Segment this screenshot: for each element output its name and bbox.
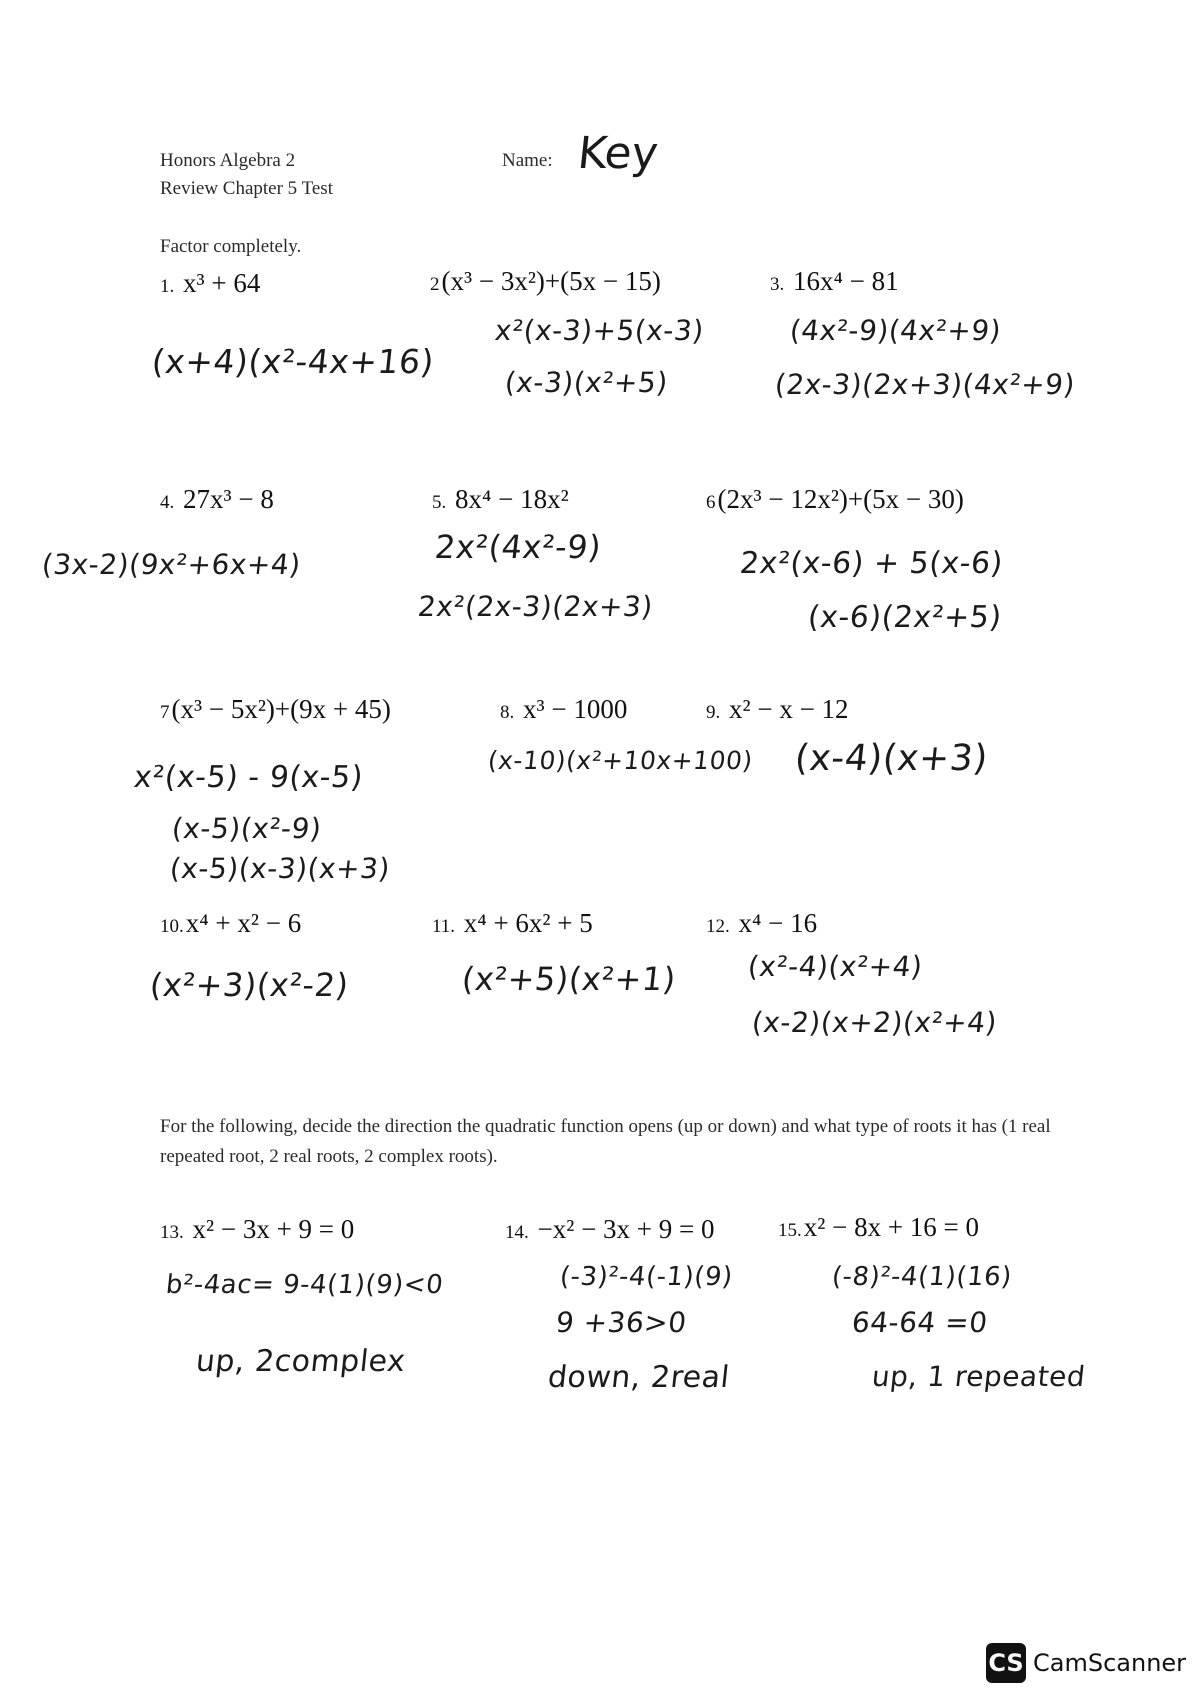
problem-15 [778,1212,979,1243]
problem-expression: x⁴ + x² − 6 [185,908,302,938]
problem-12 [706,908,817,939]
problem-5-work-1: 2x²(4x²-9) [433,528,604,566]
problem-11 [432,908,593,939]
problem-2-work-1: x²(x-3)+5(x-3) [493,314,706,347]
problem-12-answer: (x-2)(x+2)(x²+4) [750,1006,999,1039]
problem-3 [770,266,899,297]
problem-7-answer: (x-5)(x-3)(x+3) [168,852,392,885]
problem-4 [160,484,274,515]
problem-3-answer: (2x-3)(2x+3)(4x²+9) [773,368,1077,401]
problem-number: 13. [160,1222,184,1243]
problem-expression: 16x⁴ − 81 [793,266,899,296]
course-title: Honors Algebra 2 [160,150,296,171]
problem-10 [160,908,301,939]
problem-number: 2 [430,274,440,295]
problem-number: 1. [160,276,175,297]
problem-11-answer: (x²+5)(x²+1) [460,960,678,998]
problem-7 [160,694,391,725]
problem-15-answer: up, 1 repeated [870,1360,1088,1393]
problem-expression: x² − 3x + 9 = 0 [192,1214,355,1244]
problem-number: 5. [432,492,447,513]
camscanner-watermark [986,1643,1186,1683]
problem-expression: −x² − 3x + 9 = 0 [537,1214,715,1244]
problem-5 [432,484,569,515]
instructions: Factor completely. [160,236,302,257]
problem-9-answer: (x-4)(x+3) [792,738,990,779]
problem-1-answer: (x+4)(x²-4x+16) [149,342,437,381]
problem-number: 15. [778,1220,802,1241]
problem-6-work-1: 2x²(x-6) + 5(x-6) [738,546,1005,581]
problem-expression: x² − 8x + 16 = 0 [803,1212,980,1242]
problem-number: 4. [160,492,175,513]
problem-7-work-2: (x-5)(x²-9) [170,812,324,845]
problem-expression: x⁴ − 16 [738,908,818,938]
problem-expression: x² − x − 12 [729,694,849,724]
problem-expression: (x³ − 3x²)+(5x − 15) [441,266,661,296]
name-value: Key [575,128,661,179]
problem-6 [706,484,964,515]
problem-14-answer: down, 2real [546,1360,732,1395]
test-subtitle: Review Chapter 5 Test [160,178,333,199]
problem-3-work-1: (4x²-9)(4x²+9) [788,314,1003,347]
problem-14-work-2: 9 +36>0 [554,1306,689,1339]
problem-expression: 27x³ − 8 [183,484,274,514]
problem-expression: (x³ − 5x²)+(9x + 45) [171,694,391,724]
problem-number: 10. [160,916,184,937]
camscanner-logo-icon: CS [986,1643,1026,1683]
problem-14-work-1: (-3)²-4(-1)(9) [558,1262,735,1292]
problem-13-work: b²-4ac= 9-4(1)(9)<0 [164,1270,445,1300]
problem-expression: x³ − 1000 [523,694,628,724]
problem-2-answer: (x-3)(x²+5) [503,366,670,399]
problem-expression: x³ + 64 [183,268,261,298]
problem-12-work-1: (x²-4)(x²+4) [746,950,925,983]
camscanner-text: CamScanner [1033,1649,1187,1677]
problem-expression: x⁴ + 6x² + 5 [463,908,593,938]
problem-15-work-2: 64-64 =0 [850,1306,990,1339]
problem-7-work-1: x²(x-5) - 9(x-5) [132,760,365,795]
problem-14 [505,1214,715,1245]
problem-4-answer: (3x-2)(9x²+6x+4) [40,548,303,581]
problem-number: 11. [432,916,456,937]
problem-expression: 8x⁴ − 18x² [455,484,569,514]
problem-1 [160,268,260,299]
problem-15-work-1: (-8)²-4(1)(16) [830,1262,1014,1292]
problem-8-answer: (x-10)(x²+10x+100) [486,746,755,775]
problem-2 [430,266,661,297]
problem-13 [160,1214,354,1245]
problem-number: 12. [706,916,730,937]
problem-number: 9. [706,702,721,723]
problem-6-answer: (x-6)(2x²+5) [806,600,1004,635]
problem-13-answer: up, 2complex [194,1344,408,1379]
section2-instructions: For the following, decide the direction the quadratic function opens (up or down) and what type of roots it has (1 real repeated root, 2 real roots, 2 complex roots). [160,1116,1051,1167]
problem-number: 8. [500,702,515,723]
problem-10-answer: (x²+3)(x²-2) [148,966,351,1004]
name-label: Name: [502,150,553,171]
problem-9 [706,694,849,725]
problem-expression: (2x³ − 12x²)+(5x − 30) [717,484,964,514]
problem-number: 6 [706,492,716,513]
problem-number: 7 [160,702,170,723]
problem-number: 14. [505,1222,529,1243]
problem-8 [500,694,627,725]
problem-5-answer: 2x²(2x-3)(2x+3) [416,590,655,623]
problem-number: 3. [770,274,785,295]
